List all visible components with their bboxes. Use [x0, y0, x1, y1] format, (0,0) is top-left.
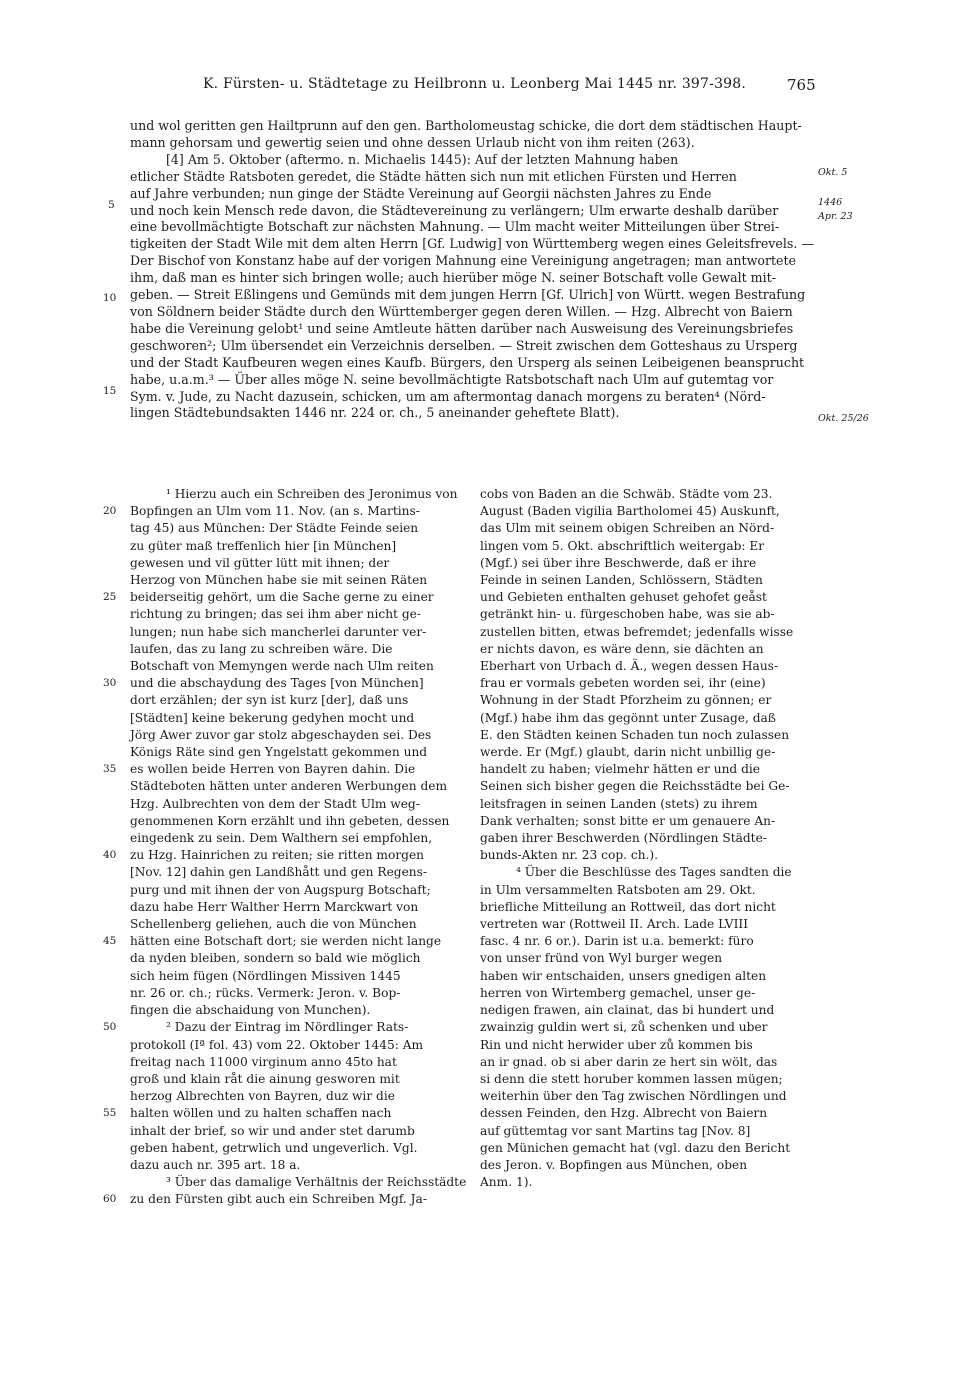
text-line: Eberhart von Urbach d. Ä., wegen dessen Haus-	[480, 659, 779, 674]
text-line: [Städten] keine bekerung gedyhen mocht und	[130, 710, 415, 725]
text-line: auf Jahre verbunden; nun ginge der Städte Vereinung auf Georgii nächsten Jahres zu Ende	[130, 185, 712, 201]
running-head: K. Fürsten- u. Städtetage zu Heilbronn u. Leonberg Mai 1445 nr. 397-398.	[203, 76, 747, 92]
line-number: 15	[103, 385, 117, 397]
page-number: 765	[787, 76, 816, 94]
text-line: ² Dazu der Eintrag im Nördlinger Rats-	[166, 1020, 409, 1035]
text-line: nr. 26 or. ch.; rücks. Vermerk: Jeron. v. Bop-	[130, 985, 401, 1000]
text-line: beiderseitig gehört, um die Sache gerne zu einer	[130, 590, 434, 605]
text-line: [Nov. 12] dahin gen Landßhått und gen Regens-	[130, 865, 428, 880]
text-line: tag 45) aus München: Der Städte Feinde seien	[130, 521, 419, 536]
text-line: vertreten war (Rottweil II. Arch. Lade LVIII	[480, 917, 749, 932]
text-line: frau er vormals gebeten worden sei, ihr (eine)	[480, 676, 766, 691]
text-line: briefliche Mitteilung an Rottweil, das dort nicht	[480, 899, 776, 914]
text-line: Wohnung in der Stadt Pforzheim zu gönnen; er	[480, 693, 772, 708]
text-line: Sym. v. Jude, zu Nacht dazusein, schicken, um am aftermontag danach morgens zu beraten⁴ (Nörd-	[130, 388, 766, 404]
text-line: halten wöllen und zu halten schaffen nach	[130, 1106, 392, 1121]
text-line: purg und mit ihnen der von Augspurg Botschaft;	[130, 882, 431, 897]
text-line: si denn die stett horuber kommen lassen mügen;	[480, 1071, 783, 1086]
text-line: da nyden bleiben, sondern so bald wie möglich	[130, 951, 421, 966]
text-line: (Mgf.) habe ihm das gegönnt unter Zusage, daß	[480, 710, 776, 725]
line-number: 40	[103, 849, 117, 862]
text-line: [4] Am 5. Oktober (aftermo. n. Michaelis 1445): Auf der letzten Mahnung haben	[166, 151, 679, 167]
line-number: 50	[103, 1021, 117, 1034]
text-line: in Ulm versammelten Ratsboten am 29. Okt.	[480, 882, 756, 897]
text-line: und der Stadt Kaufbeuren wegen eines Kaufb. Bürgers, den Ursperg als seinen Leibeigenen beansprucht	[130, 354, 805, 370]
text-line: Hzg. Aulbrechten von dem der Stadt Ulm weg-	[130, 796, 420, 811]
text-line: laufen, das zu lang zu schreiben wäre. Die	[130, 641, 393, 656]
text-line: es wollen beide Herren von Bayren dahin. Die	[130, 762, 416, 777]
text-line: cobs von Baden an die Schwäb. Städte vom 23.	[480, 487, 773, 501]
text-line: und die abschaydung des Tages [von München]	[130, 676, 424, 691]
text-line: auf güttemtag vor sant Martins tag [Nov. 8]	[480, 1123, 751, 1138]
text-line: gaben ihrer Beschwerden (Nördlingen Städte-	[480, 831, 767, 846]
text-line: zustellen bitten, etwas befremdet; jedenfalls wisse	[480, 624, 794, 639]
text-line: dazu habe Herr Walther Herrn Marckwart von	[130, 899, 419, 914]
text-line: Königs Räte sind gen Yngelstatt gekommen und	[130, 745, 428, 760]
text-line: leitsfragen in seinen Landen (stets) zu ihrem	[480, 796, 758, 811]
text-line: lingen Städtebundsakten 1446 nr. 224 or. ch., 5 aneinander geheftete Blatt).	[130, 405, 620, 421]
main-text	[130, 118, 813, 422]
line-number: 5	[108, 199, 115, 211]
margin-note: Okt. 25/26	[818, 413, 869, 424]
text-line: weiterhin über den Tag zwischen Nördlingen und	[480, 1089, 787, 1104]
text-line: herzog Albrechten von Bayren, duz wir die	[130, 1089, 395, 1104]
text-line: er nichts davon, es wäre denn, sie dächten an	[480, 641, 764, 656]
text-line: ¹ Hierzu auch ein Schreiben des Jeronimus von	[166, 487, 458, 501]
text-line: tigkeiten der Stadt Wile mit dem alten Herrn [Gf. Ludwig] von Württemberg wegen eines Geleitsfrevels. —	[130, 236, 814, 252]
text-line: hätten eine Botschaft dort; sie werden nicht lange	[130, 934, 442, 949]
text-line: Seinen sich bisher gegen die Reichsstädte bei Ge-	[480, 779, 790, 794]
margin-note: Okt. 5	[818, 167, 848, 178]
text-line: ³ Über das damalige Verhältnis der Reichsstädte	[166, 1175, 467, 1190]
text-line: Der Bischof von Konstanz habe auf der vorigen Mahnung eine Vereinigung angetragen; man antwortete	[130, 253, 797, 269]
text-line: zwainzig guldin wert si, zů schenken und uber	[480, 1020, 768, 1035]
text-line: geschworen²; Ulm übersendet ein Verzeichnis derselben. — Streit zwischen dem Gotteshaus zu Ursperg	[130, 337, 798, 353]
text-line: an ir gnad. ob si aber darin ze hert sin wölt, das	[480, 1054, 778, 1069]
text-line: von Söldnern beider Städte durch den Württemberger gegen deren Willen. — Hzg. Albrecht von Baiern	[130, 303, 793, 319]
text-line: protokoll (Iª fol. 43) vom 22. Oktober 1445: Am	[130, 1037, 424, 1052]
text-line: Städteboten hätten unter anderen Werbungen dem	[130, 779, 448, 794]
footnotes-left-column	[130, 486, 467, 1209]
text-line: eine bevollmächtigte Botschaft zur nächsten Mahnung. — Ulm macht weiter Mitteilungen über Strei-	[130, 219, 780, 235]
text-line: etlicher Städte Ratsboten geredet, die Städte hätten sich nun mit etlichen Fürsten und Herren	[130, 168, 737, 184]
text-line: Schellenberg geliehen, auch die von München	[130, 917, 417, 932]
text-line: geben habent, getrwlich und ungeverlich. Vgl.	[130, 1140, 418, 1155]
text-line: dessen Feinden, den Hzg. Albrecht von Baiern	[480, 1106, 768, 1121]
text-line: dazu auch nr. 395 art. 18 a.	[130, 1157, 301, 1172]
text-line: Anm. 1).	[480, 1175, 533, 1190]
text-line: zu Hzg. Hainrichen zu reiten; sie ritten morgen	[130, 848, 425, 863]
text-line: Botschaft von Memyngen werde nach Ulm reiten	[130, 659, 434, 674]
text-line: habe die Vereinung gelobt¹ und seine Amtleute hätten darüber nach Ausweisung des Vereinungsbriefes	[130, 320, 794, 336]
text-line: und Gebieten enthalten gehuset gehofet geåst	[480, 590, 767, 605]
text-line: habe, u.a.m.³ — Über alles möge N. seine bevollmächtigte Ratsbotschaft nach Ulm auf gutemtag vor	[130, 371, 774, 387]
text-line: genommenen Korn erzählt und ihn gebeten, dessen	[130, 813, 450, 828]
line-number: 60	[103, 1193, 117, 1206]
text-line: nedigen frawen, ain clainat, das bi hundert und	[480, 1003, 775, 1018]
line-number: 45	[103, 935, 117, 948]
text-line: Herzog von München habe sie mit seinen Räten	[130, 573, 428, 588]
line-number: 20	[103, 505, 117, 518]
text-line: Rin und nicht herwider uber zů kommen bis	[480, 1037, 753, 1052]
line-number: 30	[103, 677, 117, 690]
text-line: werde. Er (Mgf.) glaubt, darin nicht unbillig ge-	[480, 745, 776, 760]
text-line: (Mgf.) sei über ihre Beschwerde, daß er ihre	[480, 555, 757, 570]
text-line: fingen die abschaidung von Munchen).	[130, 1003, 371, 1018]
line-number: 55	[103, 1107, 117, 1120]
text-line: des Jeron. v. Bopfingen aus München, oben	[480, 1157, 748, 1172]
line-number: 25	[103, 591, 117, 604]
text-line: dort erzählen; der syn ist kurz [der], daß uns	[130, 693, 409, 708]
text-line: Feinde in seinen Landen, Schlössern, Städten	[480, 573, 763, 588]
text-line: und wol geritten gen Hailtprunn auf den gen. Bartholomeustag schicke, die dort dem städtischen Haupt-	[130, 118, 802, 133]
text-line: freitag nach 11000 virginum anno 45to hat	[130, 1054, 397, 1069]
text-line: handelt zu haben; vielmehr hätten er und die	[480, 762, 761, 777]
text-line: bunds-Akten nr. 23 cop. ch.).	[480, 848, 659, 863]
text-line: geben. — Streit Eßlingens und Gemünds mit dem jungen Herrn [Gf. Ulrich] von Württ. wegen Bestrafung	[130, 287, 806, 303]
text-line: ihm, daß man es hinter sich bringen wolle; auch hierüber möge N. seiner Botschaft volle Gewalt mit-	[130, 270, 776, 286]
margin-note: 1446	[818, 197, 843, 208]
line-number: 35	[103, 763, 117, 776]
text-line: getränkt hin- u. fürgeschoben habe, was sie ab-	[480, 607, 775, 622]
text-line: fasc. 4 nr. 6 or.). Darin ist u.a. bemerkt: füro	[480, 934, 754, 949]
text-line: mann gehorsam und gewertig seien und ohne dessen Urlaub nicht von ihm reiten (263).	[130, 134, 695, 150]
margin-note: Apr. 23	[818, 211, 853, 222]
text-line: herren von Wirtemberg gemachel, unser ge-	[480, 985, 756, 1000]
text-line: richtung zu bringen; das sei ihm aber nicht ge-	[130, 607, 421, 622]
text-line: sich heim fügen (Nördlingen Missiven 1445	[130, 968, 401, 983]
footnotes-right-column	[480, 486, 813, 1191]
text-line: von unser fründ von Wyl burger wegen	[480, 951, 723, 966]
text-line: das Ulm mit seinem obigen Schreiben an Nörd-	[480, 521, 775, 536]
text-line: E. den Städten keinen Schaden tun noch zulassen	[480, 727, 790, 742]
text-line: lingen vom 5. Okt. abschriftlich weitergab: Er	[480, 538, 765, 553]
text-line: Jörg Awer zuvor gar stolz abgeschayden sei. Des	[130, 727, 432, 742]
text-line: gen Münichen gemacht hat (vgl. dazu den Bericht	[480, 1140, 791, 1155]
text-line: Bopfingen an Ulm vom 11. Nov. (an s. Martins-	[130, 504, 420, 519]
text-line: gewesen und vil gütter lütt mit ihnen; der	[130, 555, 390, 570]
text-line: groß und klain råt die ainung gesworen mit	[130, 1071, 400, 1086]
text-line: haben wir entschaiden, unsers gnedigen alten	[480, 968, 767, 983]
text-line: Dank verhalten; sonst bitte er um genauere An-	[480, 813, 776, 828]
text-line: zu güter maß treffenlich hier [in München]	[130, 538, 397, 553]
text-line: lungen; nun habe sich mancherlei darunter ver-	[130, 624, 427, 639]
text-line: inhalt der brief, so wir und ander stet darumb	[130, 1123, 415, 1138]
text-line: ⁴ Über die Beschlüsse des Tages sandten die	[516, 865, 792, 880]
line-number: 10	[103, 292, 117, 304]
text-line: zu den Fürsten gibt auch ein Schreiben Mgf. Ja-	[130, 1192, 427, 1207]
text-line: August (Baden vigilia Bartholomei 45) Auskunft,	[480, 504, 780, 519]
text-line: eingedenk zu sein. Dem Walthern sei empfohlen,	[130, 831, 433, 846]
text-line: und noch kein Mensch rede davon, die Städtevereinung zu verlängern; Ulm erwarte deshalb darüber	[130, 202, 779, 218]
